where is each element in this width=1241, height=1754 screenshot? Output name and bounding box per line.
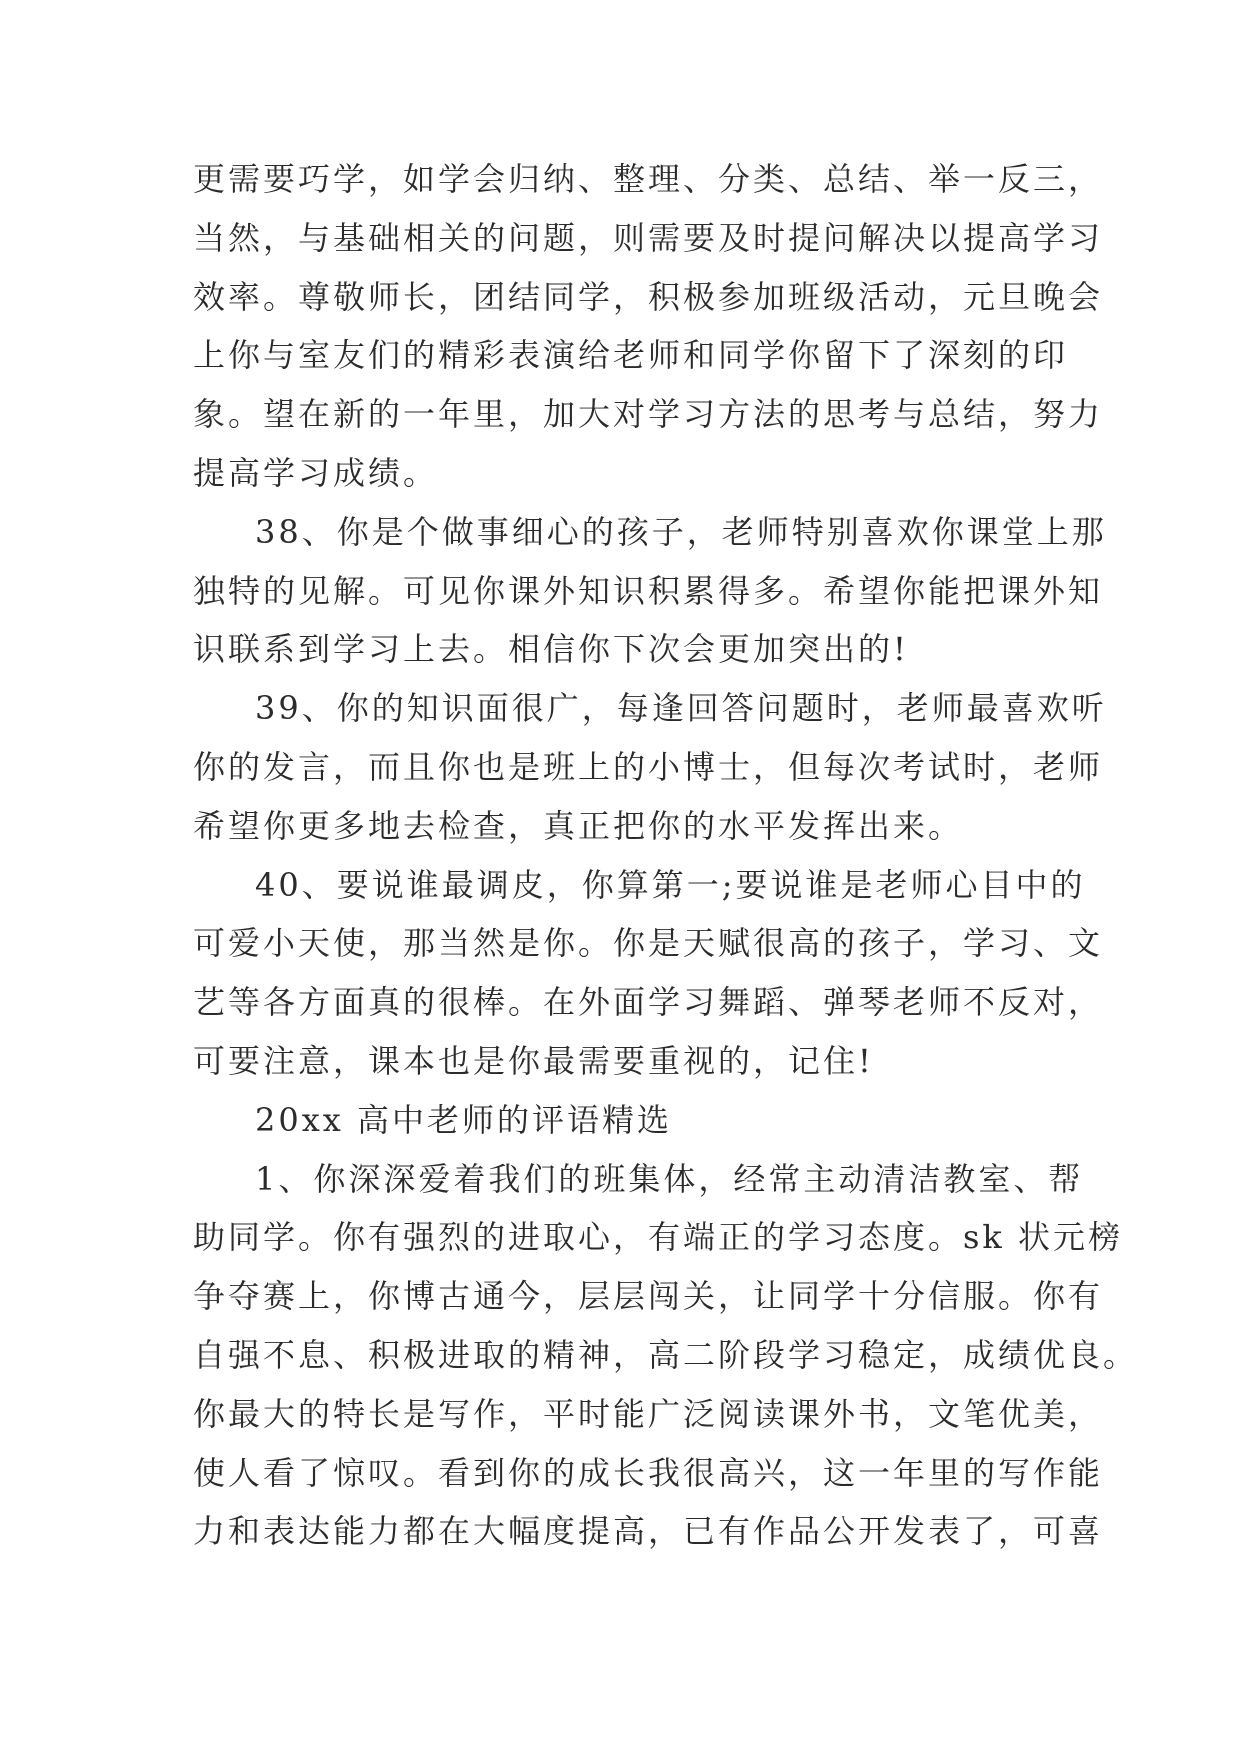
text-line: 38、你是个做事细心的孩子，老师特别喜欢你课堂上那 (255, 512, 1107, 551)
text-line: 40、要说谁最调皮，你算第一;要说谁是老师心目中的 (255, 865, 1086, 904)
document-body (193, 150, 1139, 1561)
text-line: 力和表达能力都在大幅度提高，已有作品公开发表了，可喜 (193, 1512, 1104, 1551)
text-line: 艺等各方面真的很棒。在外面学习舞蹈、弹琴老师不反对， (193, 983, 1104, 1022)
text-line: 使人看了惊叹。看到你的成长我很高兴，这一年里的写作能 (193, 1453, 1104, 1492)
text-line: 自强不息、积极进取的精神，高二阶段学习稳定，成绩优良。 (193, 1335, 1139, 1374)
text-line: 效率。尊敬师长，团结同学，积极参加班级活动，元旦晚会 (193, 277, 1104, 316)
text-line: 更需要巧学，如学会归纳、整理、分类、总结、举一反三， (193, 160, 1104, 198)
text-line: 象。望在新的一年里，加大对学习方法的思考与总结，努力 (193, 395, 1104, 434)
text-line: 20xx 高中老师的评语精选 (255, 1100, 672, 1139)
text-line: 提高学习成绩。 (193, 453, 439, 492)
text-line: 独特的见解。可见你课外知识积累得多。希望你能把课外知 (193, 571, 1104, 610)
text-line: 当然，与基础相关的问题，则需要及时提问解决以提高学习 (193, 218, 1104, 257)
text-line: 识联系到学习上去。相信你下次会更加突出的! (193, 630, 909, 669)
text-line: 1、你深深爱着我们的班集体，经常主动清洁教室、帮 (255, 1159, 1084, 1198)
text-line: 可要注意，课本也是你最需要重视的，记住! (193, 1041, 874, 1080)
text-line: 你最大的特长是写作，平时能广泛阅读课外书，文笔优美， (193, 1394, 1104, 1433)
text-line: 上你与室友们的精彩表演给老师和同学你留下了深刻的印 (193, 336, 1069, 375)
text-line: 希望你更多地去检查，真正把你的水平发挥出来。 (193, 806, 964, 845)
text-line: 争夺赛上，你博古通今，层层闯关，让同学十分信服。你有 (193, 1277, 1104, 1316)
text-line: 可爱小天使，那当然是你。你是天赋很高的孩子，学习、文 (193, 924, 1104, 963)
text-line: 助同学。你有强烈的进取心，有端正的学习态度。sk 状元榜 (193, 1218, 1123, 1257)
text-line: 你的发言，而且你也是班上的小博士，但每次考试时，老师 (193, 747, 1104, 786)
text-line: 39、你的知识面很广，每逢回答问题时，老师最喜欢听 (255, 689, 1107, 728)
